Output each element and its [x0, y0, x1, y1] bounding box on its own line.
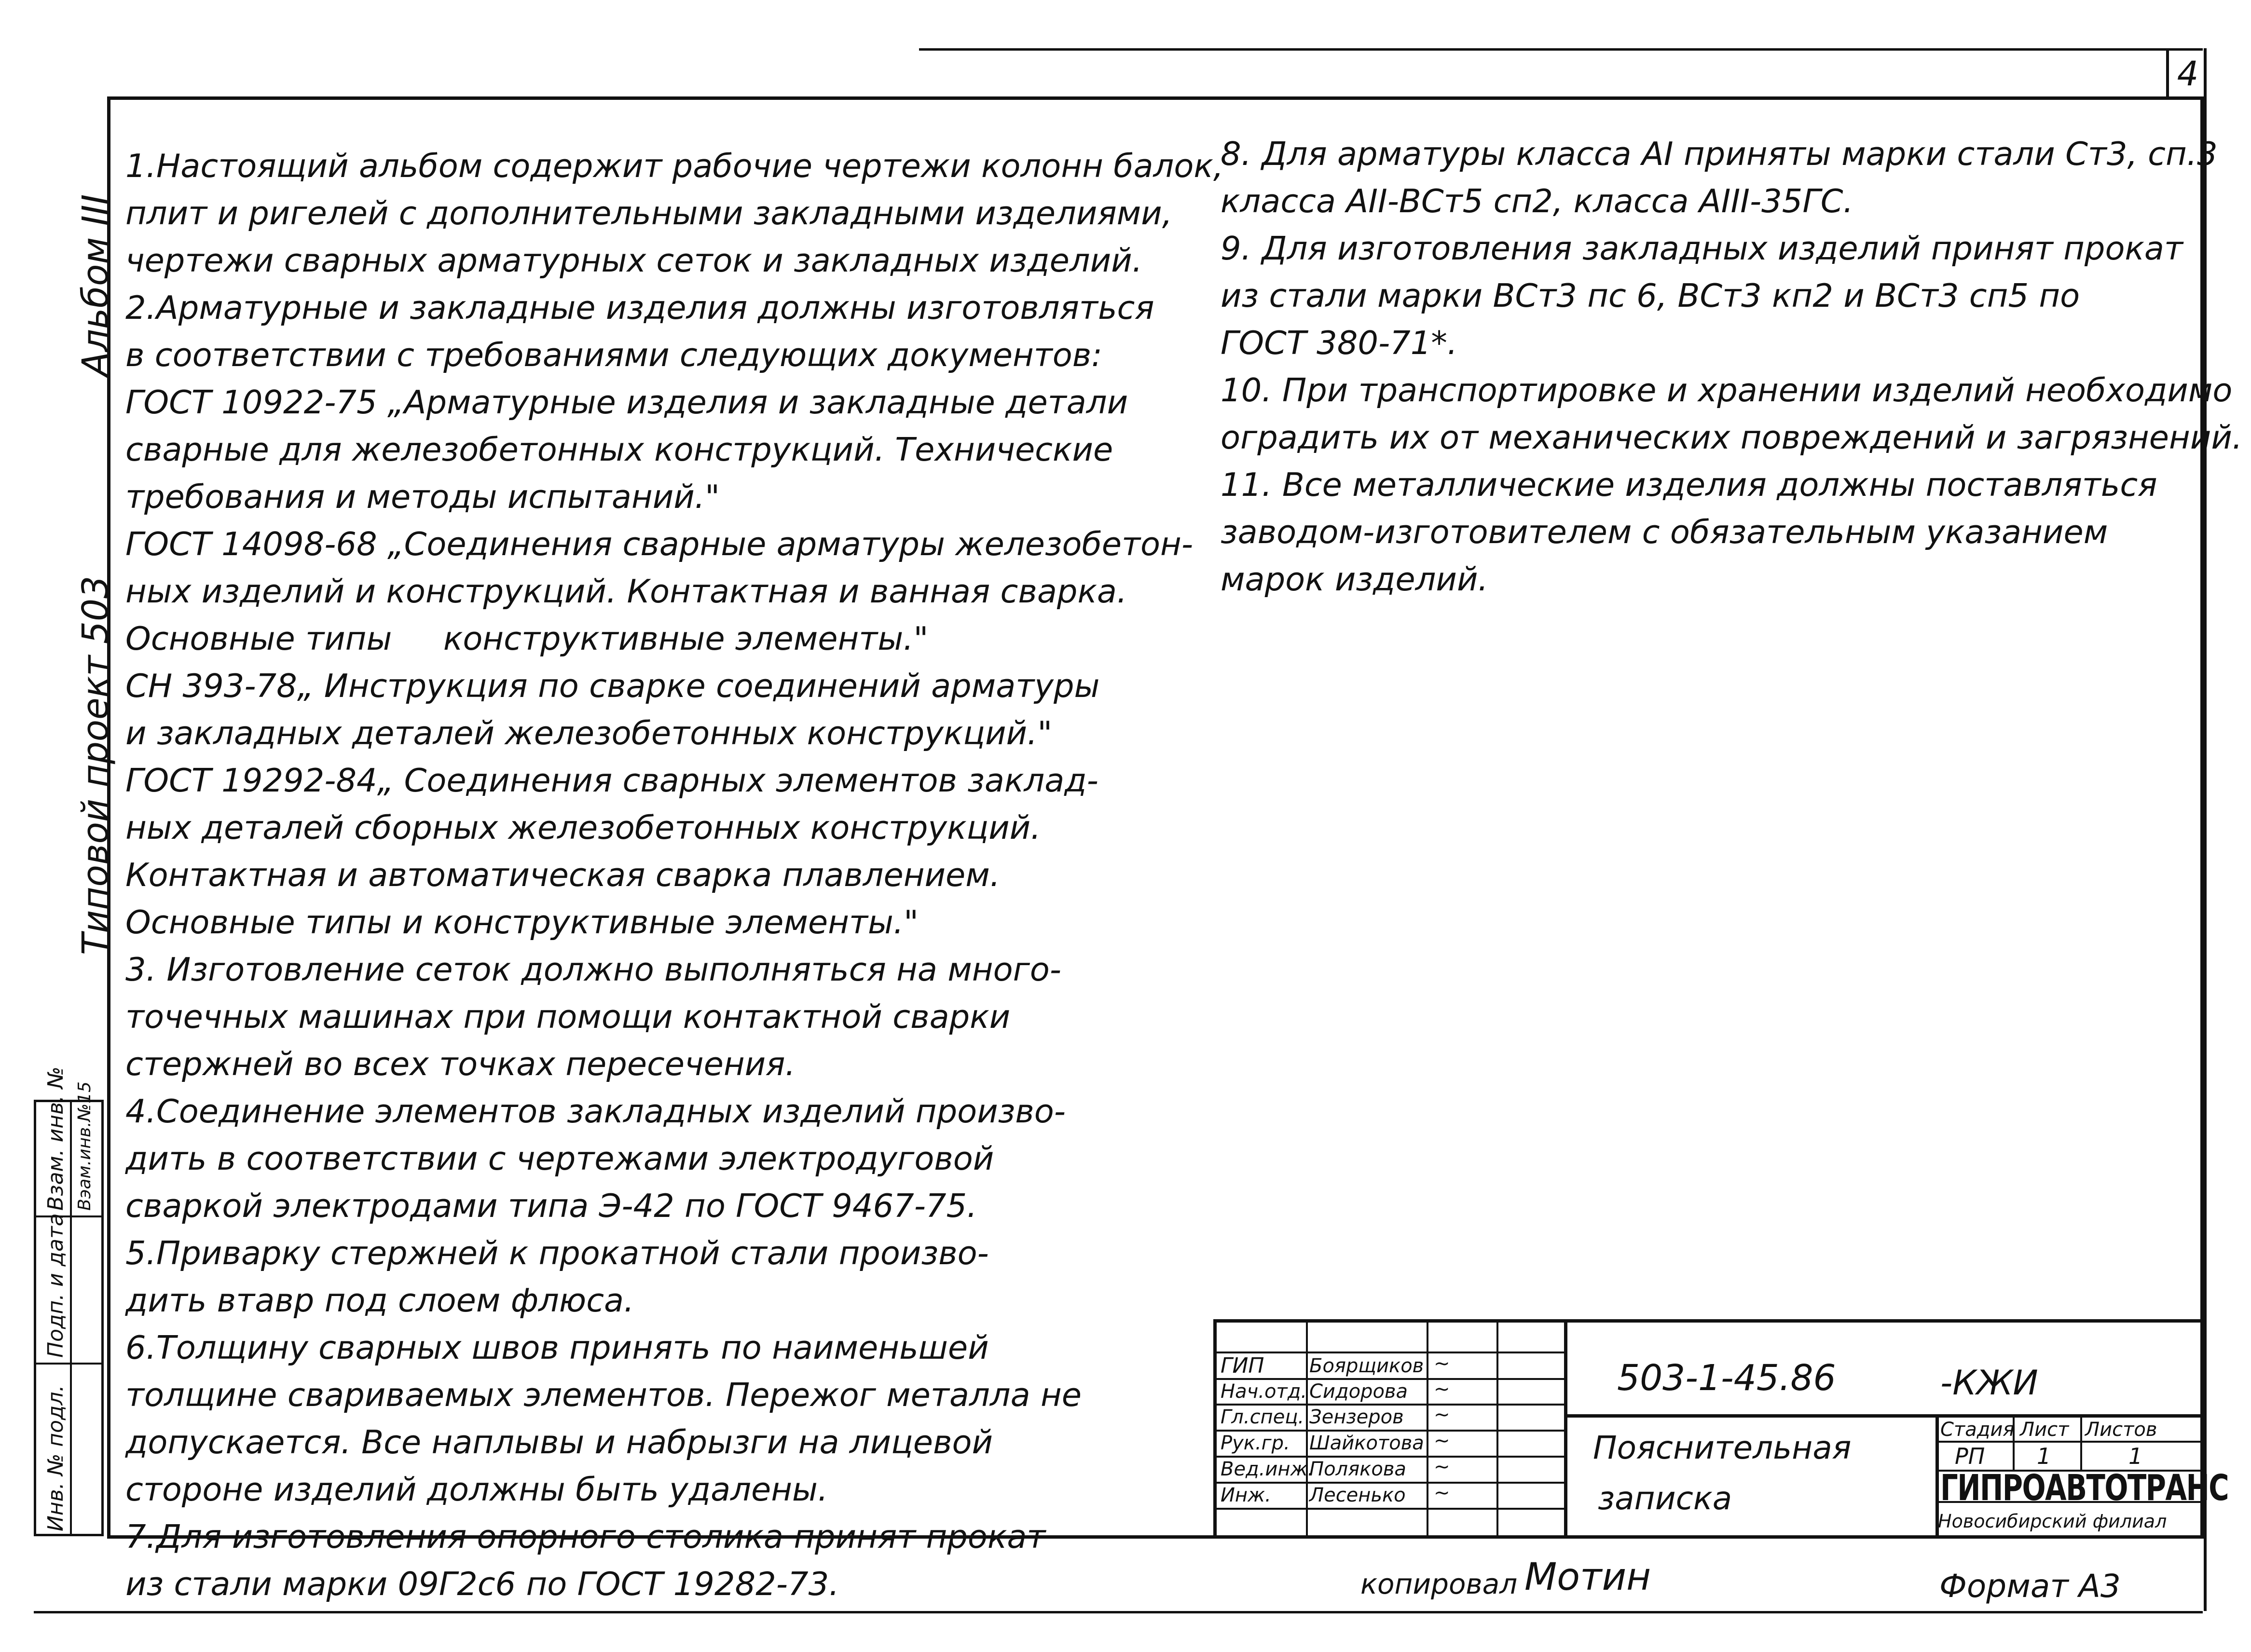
bottom-border-line [34, 1611, 2203, 1613]
sheet-value: 1 [2037, 1443, 2051, 1469]
note-line: ГОСТ 10922-75 „Арматурные изделия и закладные детали [125, 383, 1128, 421]
note-line: из стали марки 09Г2с6 по ГОСТ 19282-73. [125, 1565, 839, 1603]
copied-by-label: копировал [1360, 1568, 1518, 1600]
note-line: ГОСТ 19292-84„ Соединения сварных элементов заклад- [125, 762, 1098, 799]
stamp-label-inventory: Инв. № подл. [43, 1385, 68, 1531]
note-line: 3. Изготовление сеток должно выполняться на много- [125, 951, 1061, 988]
note-line: СН 393-78„ Инструкция по сварке соединений арматуры [125, 667, 1100, 705]
note-line: требования и методы испытаний." [125, 478, 720, 516]
note-line: стороне изделий должны быть удалены. [125, 1471, 828, 1508]
note-line: 11. Все металлические изделия должны поставляться [1221, 466, 2157, 504]
note-line: 7.Для изготовления опорного столика принят прокат [125, 1518, 1046, 1556]
notes-right-column [1221, 130, 2242, 603]
stamp-value: Вэам.инв.№15 [75, 1081, 95, 1211]
note-line: ГОСТ 14098-68 „Соединения сварные арматуры железобетон- [125, 525, 1193, 563]
note-line: заводом-изготовителем с обязательным указанием [1221, 513, 2108, 551]
margin-stamp [34, 1066, 104, 1536]
sign-engineer: ~ [1434, 1482, 1450, 1504]
note-line: стержней во всех точках пересечения. [125, 1045, 796, 1083]
note-line: ных деталей сборных железобетонных конструкций. [125, 809, 1041, 846]
role-head-dept: Нач.отд. [1221, 1380, 1307, 1403]
note-line: 1.Настоящий альбом содержит рабочие чертежи колонн балок, [125, 147, 1224, 185]
name-engineer: Лесенько [1309, 1484, 1406, 1506]
role-gip: ГИП [1221, 1353, 1264, 1378]
document-title-line1: Пояснительная [1593, 1429, 1852, 1466]
note-line: и закладных деталей железобетонных конструкций." [125, 714, 1053, 752]
organization-logo: ГИПРОАВТОТРАНС [1940, 1467, 2229, 1509]
project-label: Типовой проект 503 [75, 575, 116, 955]
name-gip: Боярщиков [1309, 1355, 1424, 1377]
sheet-header: Лист [2020, 1419, 2069, 1441]
stamp-label-exchange: Взам. инв. № [43, 1066, 68, 1211]
note-line: Основные типы и конструктивные элементы." [125, 903, 919, 941]
notes-left-column [125, 142, 1223, 1608]
role-chief-spec: Гл.спец. [1221, 1406, 1304, 1428]
note-line: Контактная и автоматическая сварка плавлением. [125, 856, 1001, 894]
stamp-label-signature-date: Подп. и дата [43, 1213, 68, 1358]
note-line: ных изделий и конструкций. Контактная и ванная сварка. [125, 573, 1127, 610]
note-line: класса АII-ВСт5 сп2, класса АIII-35ГС. [1221, 182, 1853, 220]
document-title-line2: записка [1598, 1480, 1732, 1517]
note-line: в соответствии с требованиями следующих документов: [125, 336, 1102, 374]
role-lead-engineer: Вед.инж. [1221, 1458, 1314, 1480]
sign-chief-spec: ~ [1434, 1404, 1450, 1426]
note-line: точечных машинах при помощи контактной сварки [125, 998, 1011, 1036]
organization-branch: Новосибирский филиал [1938, 1511, 2167, 1532]
note-line: толщине свариваемых элементов. Пережог металла не [125, 1376, 1082, 1414]
note-line: 9. Для изготовления закладных изделий принят прокат [1221, 230, 2183, 267]
sheets-value: 1 [2128, 1443, 2143, 1469]
note-line: оградить их от механических повреждений и загрязнений. [1221, 419, 2243, 456]
name-lead-engineer: Полякова [1309, 1458, 1406, 1480]
paper-format: Формат А3 [1939, 1568, 2121, 1605]
copied-by-signature: Мотин [1524, 1556, 1651, 1599]
note-line: 4.Соединение элементов закладных изделий произво- [125, 1092, 1066, 1130]
note-line: сварные для железобетонных конструкций. Технические [125, 431, 1113, 468]
sign-gip: ~ [1434, 1352, 1450, 1375]
note-line: марок изделий. [1221, 560, 1488, 598]
sheets-header: Листов [2085, 1419, 2157, 1441]
sign-group-lead: ~ [1434, 1430, 1450, 1452]
sign-head-dept: ~ [1434, 1378, 1450, 1400]
title-block [1213, 1319, 2229, 1539]
stage-value: РП [1955, 1443, 1985, 1469]
document-mark: -КЖИ [1940, 1363, 2038, 1403]
note-line: 10. При транспортировке и хранении изделий необходимо [1221, 371, 2233, 409]
stage-header: Стадия [1940, 1419, 2015, 1441]
note-line: 2.Арматурные и закладные изделия должны изготовляться [125, 289, 1154, 327]
note-line: чертежи сварных арматурных сеток и закладных изделий. [125, 242, 1143, 279]
album-label: Альбом III [75, 194, 116, 376]
sign-lead-engineer: ~ [1434, 1456, 1450, 1478]
sheet-number: 4 [2177, 54, 2199, 94]
name-chief-spec: Зензеров [1309, 1406, 1404, 1428]
role-engineer: Инж. [1221, 1484, 1271, 1506]
name-head-dept: Сидорова [1309, 1380, 1408, 1403]
note-line: из стали марки ВСт3 пс 6, ВСт3 кп2 и ВСт3 сп5 по [1221, 277, 2080, 314]
note-line: ГОСТ 380-71*. [1221, 324, 1458, 362]
note-line: Основные типы конструктивные элементы." [125, 620, 929, 657]
note-line: плит и ригелей с дополнительными закладными изделиями, [125, 194, 1173, 232]
note-line: допускается. Все наплывы и набрызги на лицевой [125, 1423, 993, 1461]
note-line: 5.Приварку стержней к прокатной стали произво- [125, 1234, 989, 1272]
note-line: дить втавр под слоем флюса. [125, 1282, 634, 1319]
note-line: дить в соответствии с чертежами электродуговой [125, 1140, 994, 1177]
role-group-lead: Рук.гр. [1221, 1432, 1290, 1454]
note-line: 6.Толщину сварных швов принять по наименьшей [125, 1329, 989, 1366]
note-line: сваркой электродами типа Э-42 по ГОСТ 9467-75. [125, 1187, 977, 1225]
note-line: 8. Для арматуры класса АI приняты марки стали Ст3, сп.3 [1221, 135, 2218, 173]
document-code: 503-1-45.86 [1617, 1357, 1836, 1399]
name-group-lead: Шайкотова [1309, 1432, 1424, 1454]
top-border-line [919, 48, 2203, 51]
